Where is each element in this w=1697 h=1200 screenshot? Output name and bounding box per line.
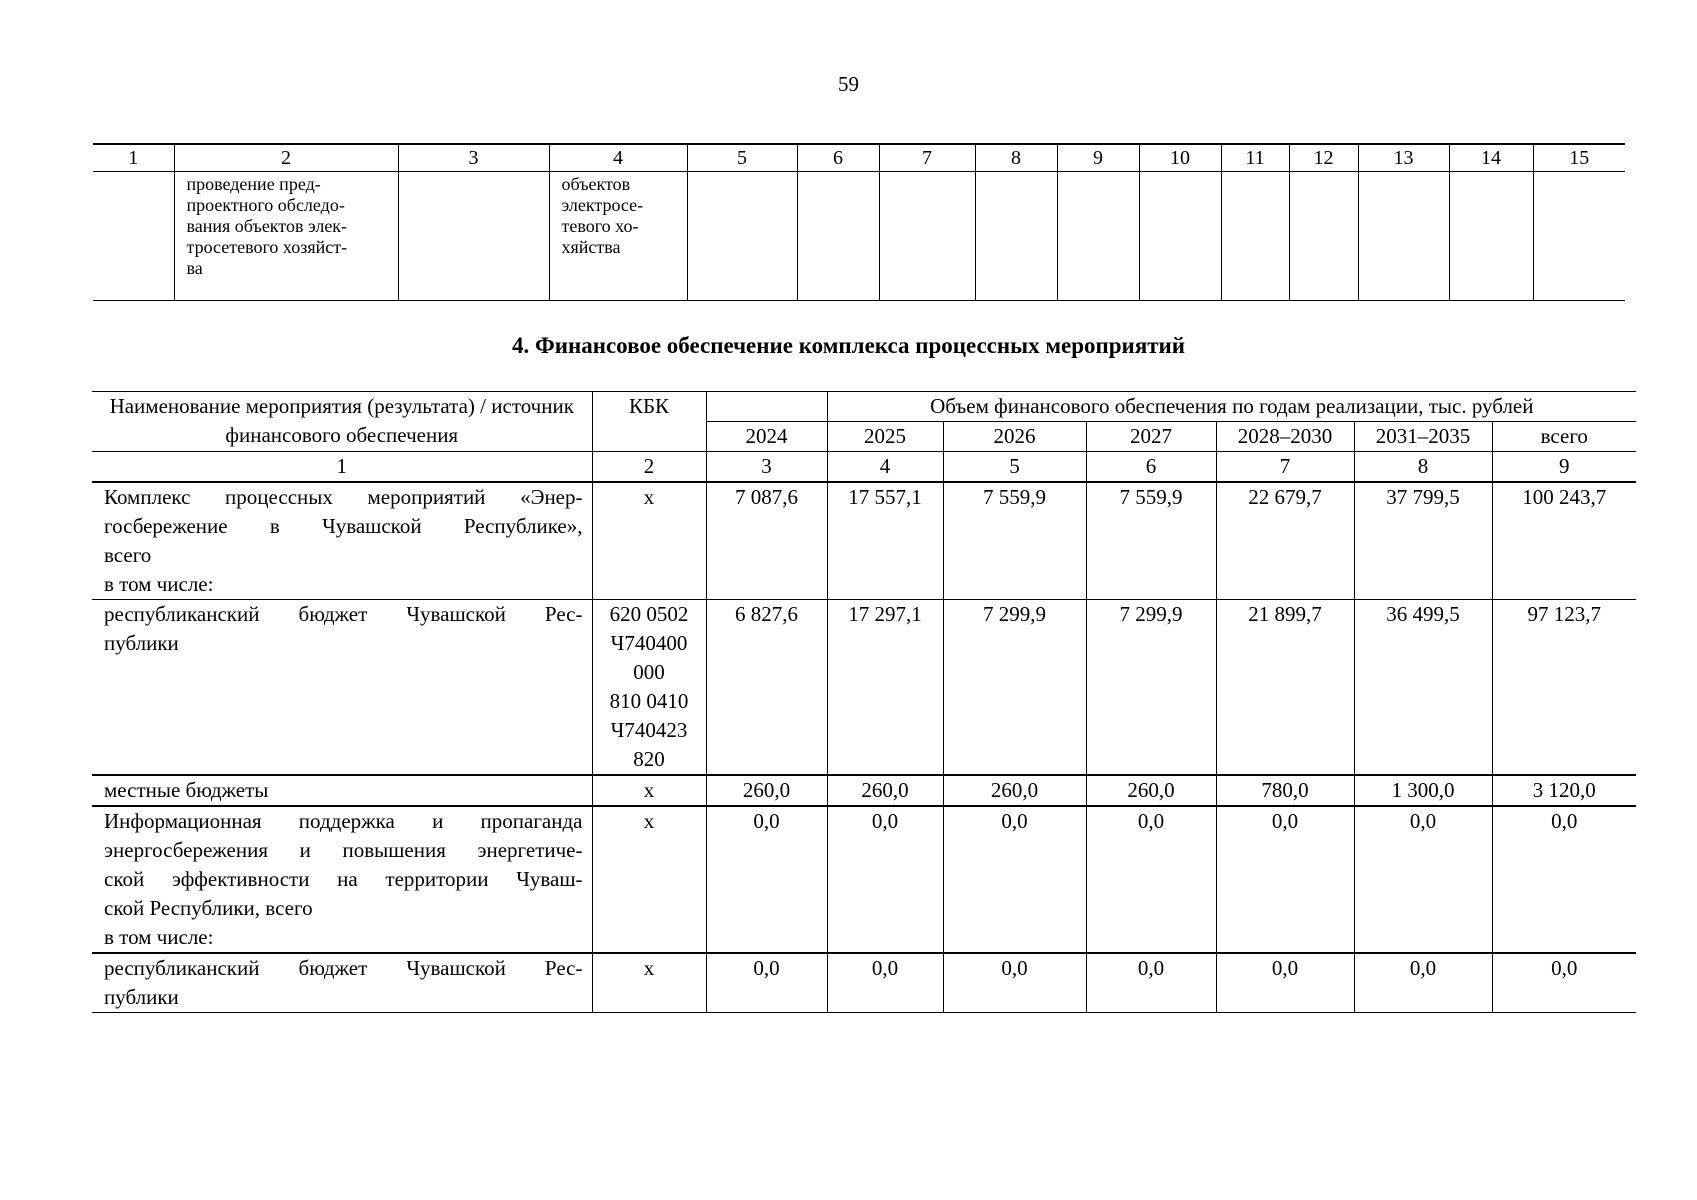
kbk-line: Ч740423 — [610, 718, 688, 742]
top-cell-3 — [398, 172, 549, 301]
column-number-cell: 3 — [706, 452, 827, 483]
top-cell-10 — [1139, 172, 1221, 301]
column-number-cell: 9 — [1492, 452, 1636, 483]
row-value-cell: 0,0 — [827, 953, 943, 1013]
top-cell-9 — [1057, 172, 1139, 301]
year-header-cell: 2025 — [827, 422, 943, 452]
row-value-cell: 0,0 — [1086, 806, 1216, 953]
row-name-cell — [92, 806, 592, 953]
table-row — [92, 953, 1636, 1013]
text-line: тросетевого хозяйст- — [186, 237, 348, 257]
year-header-cell: 2027 — [1086, 422, 1216, 452]
row-name-line: всего — [104, 543, 152, 567]
row-value-cell: 0,0 — [1216, 953, 1354, 1013]
year-header-cell: 2024 — [706, 422, 827, 452]
table-row — [92, 482, 1636, 600]
kbk-line: х — [643, 778, 655, 802]
row-value-cell: 7 559,9 — [1086, 482, 1216, 600]
top-cell-1 — [93, 172, 174, 301]
row-value-cell: 7 087,6 — [706, 482, 827, 600]
row-value-cell: 7 299,9 — [943, 600, 1086, 776]
text-line: объектов — [561, 174, 631, 194]
row-name-line: Комплекс процессных мероприятий «Энер- — [104, 485, 583, 509]
top-cell-15 — [1533, 172, 1625, 301]
row-value-cell: 260,0 — [827, 775, 943, 806]
row-value-cell: 7 299,9 — [1086, 600, 1216, 776]
column-number-cell: 5 — [943, 452, 1086, 483]
top-header-cell: 9 — [1057, 144, 1139, 172]
page-number: 59 — [838, 72, 859, 96]
kbk-line: 620 0502 — [609, 602, 689, 626]
column-number-cell: 7 — [1216, 452, 1354, 483]
top-cell-14 — [1449, 172, 1533, 301]
row-name-cell — [92, 482, 592, 600]
row-name-line: госбережение в Чувашской Республике», — [104, 514, 583, 538]
row-value-cell: 0,0 — [1492, 806, 1636, 953]
top-header-cell: 4 — [549, 144, 687, 172]
financing-table — [92, 391, 1636, 1013]
financing-number-row — [92, 452, 1636, 483]
text-line: тевого хо- — [561, 216, 639, 236]
text-line: вания объектов элек- — [186, 216, 348, 236]
table-row — [92, 806, 1636, 953]
top-header-cell: 3 — [398, 144, 549, 172]
header-kbk: КБК — [592, 392, 706, 452]
row-value-cell: 37 799,5 — [1354, 482, 1492, 600]
top-header-cell: 14 — [1449, 144, 1533, 172]
row-value-cell: 0,0 — [1492, 953, 1636, 1013]
row-name-cell — [92, 600, 592, 776]
row-value-cell: 17 297,1 — [827, 600, 943, 776]
top-header-cell: 6 — [797, 144, 879, 172]
row-name-line: ской Республики, всего — [104, 896, 313, 920]
column-number-cell: 1 — [92, 452, 592, 483]
row-name-line: публики — [104, 985, 179, 1009]
financing-body — [92, 482, 1636, 1013]
continuation-data-row — [93, 172, 1625, 301]
continuation-table — [93, 143, 1625, 301]
top-cell-11 — [1221, 172, 1289, 301]
kbk-line: х — [643, 485, 655, 509]
column-number-cell: 2 — [592, 452, 706, 483]
kbk-line: х — [643, 956, 655, 980]
row-value-cell: 6 827,6 — [706, 600, 827, 776]
row-value-cell: 1 300,0 — [1354, 775, 1492, 806]
row-value-cell: 0,0 — [1216, 806, 1354, 953]
top-cell-5 — [687, 172, 797, 301]
top-header-cell: 15 — [1533, 144, 1625, 172]
row-value-cell: 97 123,7 — [1492, 600, 1636, 776]
pre-project-survey-text — [175, 172, 398, 279]
row-name-line: в том числе: — [104, 572, 214, 596]
year-header-cell: 2031–2035 — [1354, 422, 1492, 452]
row-value-cell: 0,0 — [706, 953, 827, 1013]
top-header-cell: 5 — [687, 144, 797, 172]
row-value-cell: 0,0 — [1354, 953, 1492, 1013]
financing-header-row-1 — [92, 392, 1636, 422]
table-row — [92, 600, 1636, 776]
top-cell-7 — [879, 172, 975, 301]
text-line: электросе- — [561, 195, 644, 215]
top-header-cell: 12 — [1289, 144, 1358, 172]
year-header-cell: всего — [1492, 422, 1636, 452]
row-value-cell: 0,0 — [706, 806, 827, 953]
row-kbk-cell — [592, 806, 706, 953]
row-value-cell: 7 559,9 — [943, 482, 1086, 600]
row-name-line: республиканский бюджет Чувашской Рес- — [104, 956, 583, 980]
top-cell-4 — [549, 172, 687, 301]
row-value-cell: 22 679,7 — [1216, 482, 1354, 600]
kbk-line: Ч740400 — [610, 631, 688, 655]
row-name-cell — [92, 953, 592, 1013]
row-value-cell: 100 243,7 — [1492, 482, 1636, 600]
text-line: хяйства — [561, 237, 621, 257]
top-header-cell: 1 — [93, 144, 174, 172]
top-header-cell: 2 — [174, 144, 398, 172]
row-name-line: ской эффективности на территории Чуваш- — [104, 867, 583, 891]
text-line: проведение пред- — [186, 174, 321, 194]
top-cell-6 — [797, 172, 879, 301]
row-value-cell: 0,0 — [827, 806, 943, 953]
row-value-cell: 3 120,0 — [1492, 775, 1636, 806]
row-value-cell: 0,0 — [1354, 806, 1492, 953]
row-name-cell — [92, 775, 592, 806]
header-volume: Объем финансового обеспечения по годам реализации, тыс. рублей — [827, 392, 1636, 422]
top-cell-2 — [174, 172, 398, 301]
header-blank — [706, 392, 827, 422]
top-header-cell: 7 — [879, 144, 975, 172]
grid-facilities-text — [550, 172, 687, 258]
row-value-cell: 36 499,5 — [1354, 600, 1492, 776]
row-name-line: Информационная поддержка и пропаганда — [104, 809, 583, 833]
text-line: проектного обследо- — [186, 195, 345, 215]
row-value-cell: 0,0 — [943, 806, 1086, 953]
top-header-cell: 8 — [975, 144, 1057, 172]
top-cell-13 — [1358, 172, 1449, 301]
year-header-cell: 2026 — [943, 422, 1086, 452]
table-row — [92, 775, 1636, 806]
section-title: 4. Финансовое обеспечение комплекса процессных мероприятий — [511, 333, 1186, 358]
column-number-cell: 8 — [1354, 452, 1492, 483]
top-header-cell: 11 — [1221, 144, 1289, 172]
column-number-cell: 6 — [1086, 452, 1216, 483]
kbk-line: 000 — [633, 660, 665, 684]
row-value-cell: 260,0 — [943, 775, 1086, 806]
row-value-cell: 17 557,1 — [827, 482, 943, 600]
row-kbk-cell — [592, 953, 706, 1013]
row-kbk-cell — [592, 482, 706, 600]
kbk-line: х — [643, 809, 655, 833]
top-cell-12 — [1289, 172, 1358, 301]
column-number-cell: 4 — [827, 452, 943, 483]
row-value-cell: 0,0 — [943, 953, 1086, 1013]
row-name-line: республиканский бюджет Чувашской Рес- — [104, 602, 583, 626]
row-value-cell: 0,0 — [1086, 953, 1216, 1013]
kbk-line: 810 0410 — [609, 689, 689, 713]
row-value-cell: 260,0 — [1086, 775, 1216, 806]
row-value-cell: 780,0 — [1216, 775, 1354, 806]
row-name-line: публики — [104, 631, 179, 655]
row-kbk-cell — [592, 600, 706, 776]
top-cell-8 — [975, 172, 1057, 301]
row-value-cell: 260,0 — [706, 775, 827, 806]
continuation-header-row — [93, 144, 1625, 172]
top-header-cell: 13 — [1358, 144, 1449, 172]
row-name-line: энергосбережения и повышения энергетиче- — [104, 838, 583, 862]
row-name-line: местные бюджеты — [104, 778, 269, 802]
kbk-line: 820 — [633, 747, 665, 771]
row-value-cell: 21 899,7 — [1216, 600, 1354, 776]
header-name: Наименование мероприятия (результата) / источник финансового обеспечения — [92, 392, 592, 452]
top-header-cell: 10 — [1139, 144, 1221, 172]
row-kbk-cell — [592, 775, 706, 806]
text-line: ва — [186, 258, 203, 278]
row-name-line: в том числе: — [104, 925, 214, 949]
year-header-cell: 2028–2030 — [1216, 422, 1354, 452]
